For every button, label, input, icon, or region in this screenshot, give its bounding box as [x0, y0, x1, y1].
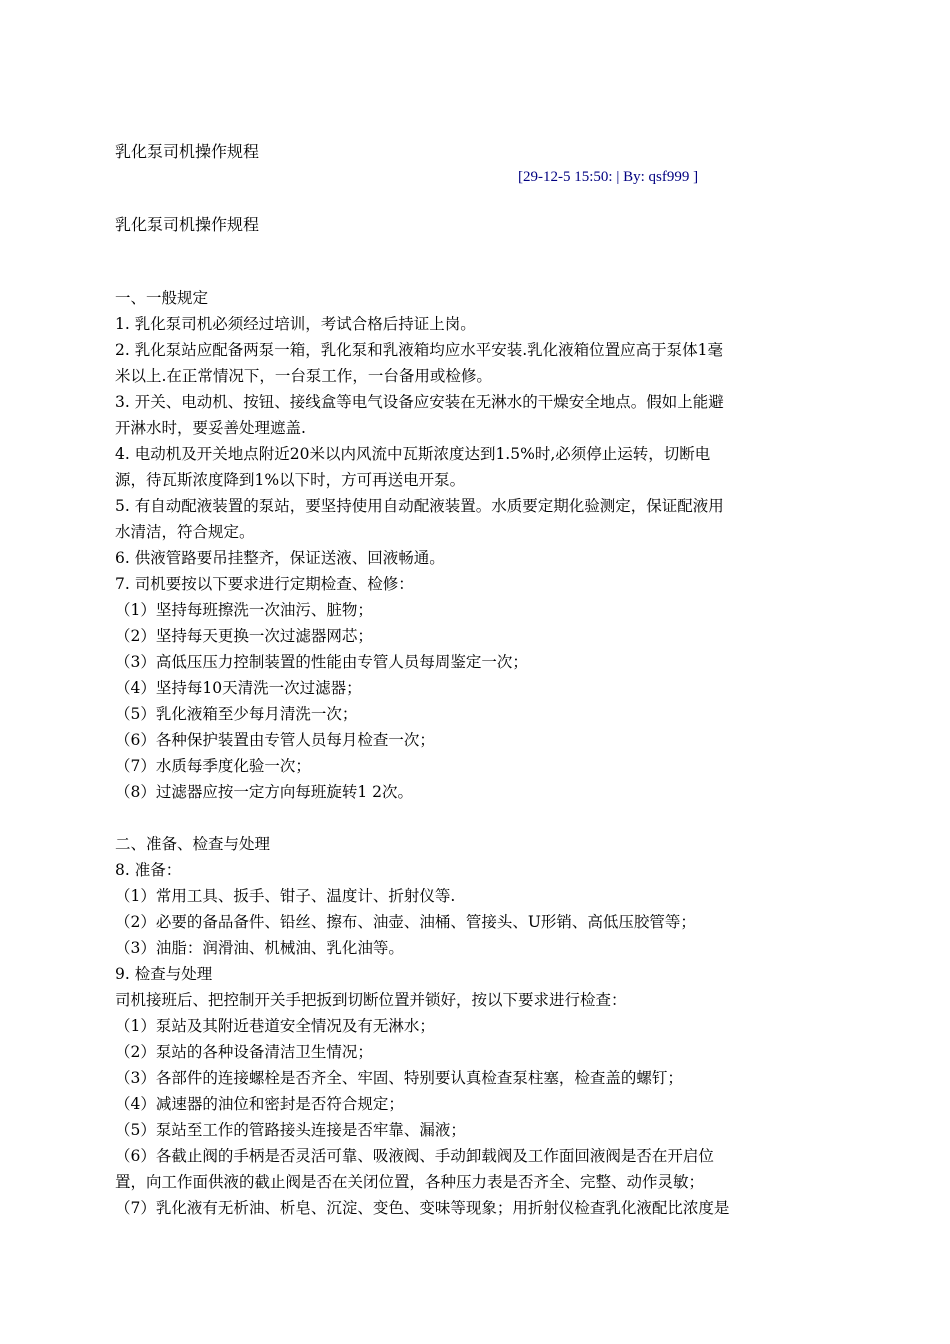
text-line: （2）泵站的各种设备清洁卫生情况； [115, 1043, 373, 1061]
text-line: （6）各种保护装置由专管人员每月检查一次； [115, 731, 435, 749]
text-line: 米以上.在正常情况下，一台泵工作，一台备用或检修。 [115, 367, 492, 385]
section-heading-preparation: 二、准备、检查与处理 [115, 835, 271, 853]
text-line: （5）乳化液箱至少每月清洗一次； [115, 705, 358, 723]
text-line: 4. 电动机及开关地点附近20米以内风流中瓦斯浓度达到1.5%时,必须停止运转，切断电 [115, 445, 711, 463]
text-line: 置，向工作面供液的截止阀是否在关闭位置，各种压力表是否齐全、完整、动作灵敏； [115, 1173, 705, 1191]
article-body [115, 285, 835, 1221]
article-title: 乳化泵司机操作规程 [115, 215, 260, 234]
text-line: 水清洁，符合规定。 [115, 523, 255, 541]
text-line: （2）坚持每天更换一次过滤器网芯； [115, 627, 373, 645]
text-line: 9. 检查与处理 [115, 965, 213, 983]
text-line: 源，待瓦斯浓度降到1%以下时，方可再送电开泵。 [115, 471, 466, 489]
text-line: （3）高低压压力控制装置的性能由专管人员每周鉴定一次； [115, 653, 528, 671]
text-line: 开淋水时，要妥善处理遮盖. [115, 419, 306, 437]
text-line: （7）水质每季度化验一次； [115, 757, 311, 775]
text-line: （3）油脂：润滑油、机械油、乳化油等。 [115, 939, 404, 957]
text-line: 司机接班后、把控制开关手把扳到切断位置并锁好，按以下要求进行检查： [115, 991, 627, 1009]
text-line: 8. 准备： [115, 861, 182, 879]
text-line: （8）过滤器应按一定方向每班旋转1 2次。 [115, 783, 414, 801]
text-line: 1. 乳化泵司机必须经过培训，考试合格后持证上岗。 [115, 315, 476, 333]
section-spacer [115, 805, 835, 831]
text-line: （1）坚持每班擦洗一次油污、脏物； [115, 601, 373, 619]
text-line: （2）必要的备品备件、铅丝、擦布、油壶、油桶、管接头、U形销、高低压胶管等； [115, 913, 696, 931]
post-meta: [29-12-5 15:50: | By: qsf999 ] [518, 169, 699, 185]
text-line: （1）常用工具、扳手、钳子、温度计、折射仪等. [115, 887, 456, 905]
text-line: （4）减速器的油位和密封是否符合规定； [115, 1095, 404, 1113]
document-title: 乳化泵司机操作规程 [115, 142, 260, 161]
section-heading-general: 一、一般规定 [115, 289, 209, 307]
text-line: （7）乳化液有无析油、析皂、沉淀、变色、变味等现象；用折射仪检查乳化液配比浓度是 [115, 1199, 730, 1217]
text-line: 2. 乳化泵站应配备两泵一箱，乳化泵和乳液箱均应水平安装.乳化液箱位置应高于泵体1毫 [115, 341, 724, 359]
text-line: （1）泵站及其附近巷道安全情况及有无淋水； [115, 1017, 435, 1035]
text-line: （5）泵站至工作的管路接头连接是否牢靠、漏液； [115, 1121, 466, 1139]
text-line: 6. 供液管路要吊挂整齐，保证送液、回液畅通。 [115, 549, 445, 567]
text-line: 5. 有自动配液装置的泵站，要坚持使用自动配液装置。水质要定期化验测定，保证配液用 [115, 497, 724, 515]
text-line: （3）各部件的连接螺栓是否齐全、牢固、特别要认真检查泵柱塞，检查盖的螺钉； [115, 1069, 683, 1087]
text-line: （4）坚持每10天清洗一次过滤器； [115, 679, 362, 697]
text-line: 7. 司机要按以下要求进行定期检查、检修： [115, 575, 414, 593]
text-line: 3. 开关、电动机、按钮、接线盒等电气设备应安装在无淋水的干燥安全地点。假如上能避 [115, 393, 724, 411]
text-line: （6）各截止阀的手柄是否灵活可靠、吸液阀、手动卸载阀及工作面回液阀是否在开启位 [115, 1147, 714, 1165]
